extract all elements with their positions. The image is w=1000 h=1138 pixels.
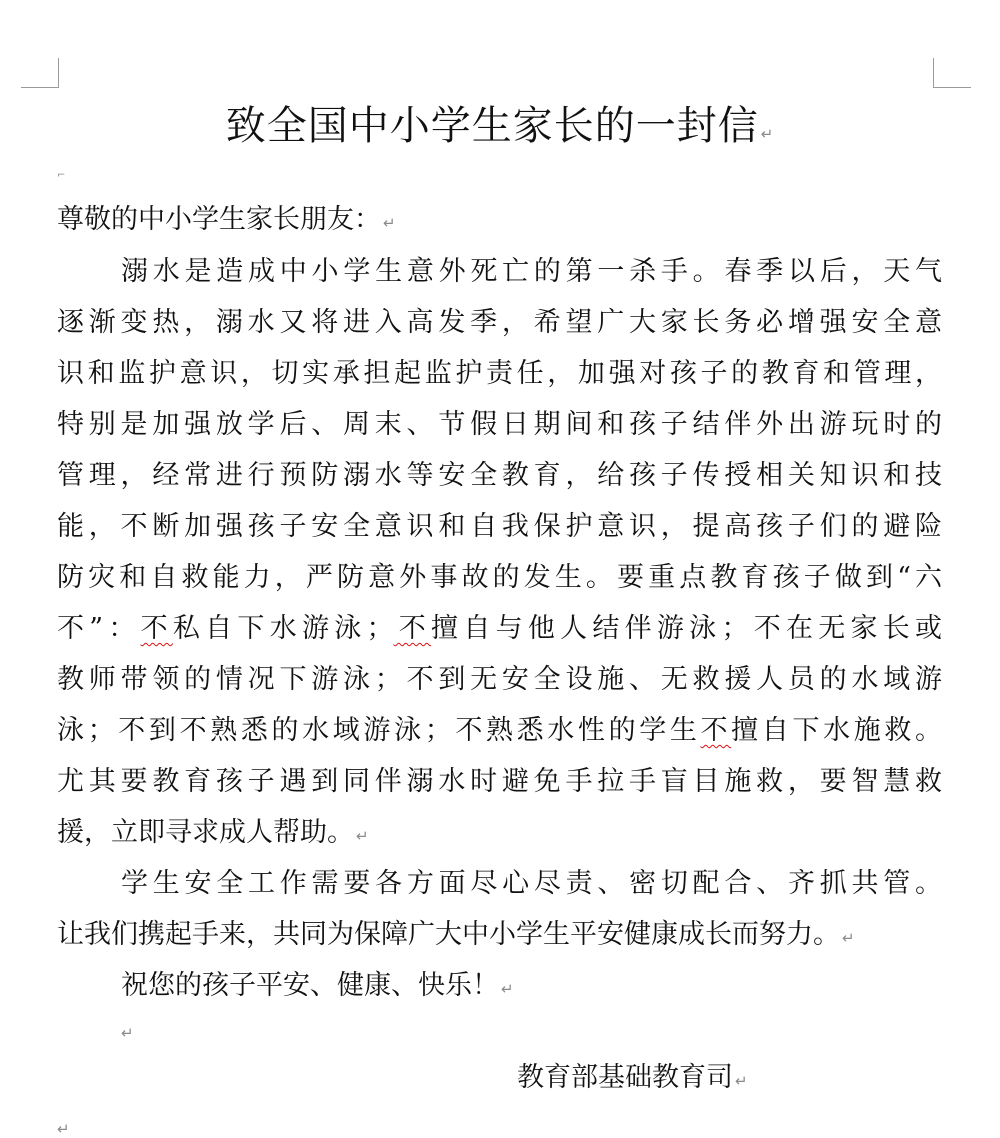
para1-line-8 <box>57 609 942 649</box>
line-8-part: 不”： <box>57 613 141 644</box>
para1-line-5: 管理，经常进行预防溺水等安全教育，给孩子传授相关知识和技 <box>57 460 942 491</box>
empty-paragraph-mark: ⌐ <box>57 170 66 181</box>
paragraph-mark: ↵ <box>760 125 775 143</box>
paragraph-mark: ↵ <box>842 929 855 947</box>
para2-line-1: 学生安全工作需要各方面尽心尽责、密切配合、齐抓共管。 <box>121 868 942 899</box>
crop-mark-top-right <box>933 58 971 88</box>
para1-line-7: 防灾和自救能力，严防意外事故的发生。要重点教育孩子做到“六 <box>57 562 942 593</box>
salutation-text: 尊敬的中小学生家长朋友： <box>57 204 381 235</box>
para1-line-1: 溺水是造成中小学生意外死亡的第一杀手。春季以后，天气 <box>121 256 942 287</box>
line-10-part: 泳；不到不熟悉的水域游泳；不熟悉水性的学生 <box>57 715 701 746</box>
para1-line-6: 能，不断加强孩子安全意识和自我保护意识，提高孩子们的避险 <box>57 511 942 542</box>
para1-line-12 <box>57 813 942 856</box>
line-8-part: 私自下水游泳； <box>172 613 394 644</box>
title-text: 致全国中小学生家长的一封信 <box>225 103 759 149</box>
paragraph-mark: ↵ <box>383 214 396 232</box>
wish-line <box>121 966 942 1009</box>
paragraph-mark: ↵ <box>735 1072 748 1090</box>
para1-line-4: 特别是加强放学后、周末、节假日期间和孩子结伴外出游玩时的 <box>57 409 942 440</box>
line-12-text: 援，立即寻求成人帮助。 <box>57 817 354 848</box>
signature <box>517 1058 748 1101</box>
crop-mark-top-left <box>21 58 59 88</box>
para2-line-2 <box>57 915 942 958</box>
line-10-part: 擅自下水施救。 <box>731 715 943 746</box>
para1-line-3: 识和监护意识，切实承担起监护责任，加强对孩子的教育和管理， <box>57 358 942 389</box>
para2-line-2-text: 让我们携起手来，共同为保障广大中小学生平安健康成长而努力。 <box>57 919 840 950</box>
paragraph-mark: ↵ <box>57 1120 70 1138</box>
wish-text: 祝您的孩子平安、健康、快乐！ <box>121 970 499 1001</box>
para1-line-9: 教师带领的情况下游泳；不到无安全设施、无救援人员的水域游 <box>57 664 942 695</box>
line-8-part: 擅自与他人结伴游泳；不在无家长或 <box>431 613 943 644</box>
paragraph-mark: ↵ <box>121 1024 134 1042</box>
spellcheck-underlined-word: 不 <box>140 613 173 644</box>
paragraph-mark: ↵ <box>501 980 514 998</box>
signature-text: 教育部基础教育司 <box>517 1062 733 1093</box>
salutation <box>57 200 942 243</box>
letter-title <box>0 98 1000 162</box>
paragraph-mark: ↵ <box>356 827 369 845</box>
para1-line-10 <box>57 711 942 751</box>
spellcheck-underlined-word: 不 <box>700 715 732 746</box>
para1-line-11: 尤其要教育孩子遇到同伴溺水时避免手拉手盲目施救，要智慧救 <box>57 766 942 797</box>
spellcheck-underlined-word: 不 <box>393 613 432 644</box>
para1-line-2: 逐渐变热，溺水又将进入高发季，希望广大家长务必增强安全意 <box>57 307 942 338</box>
